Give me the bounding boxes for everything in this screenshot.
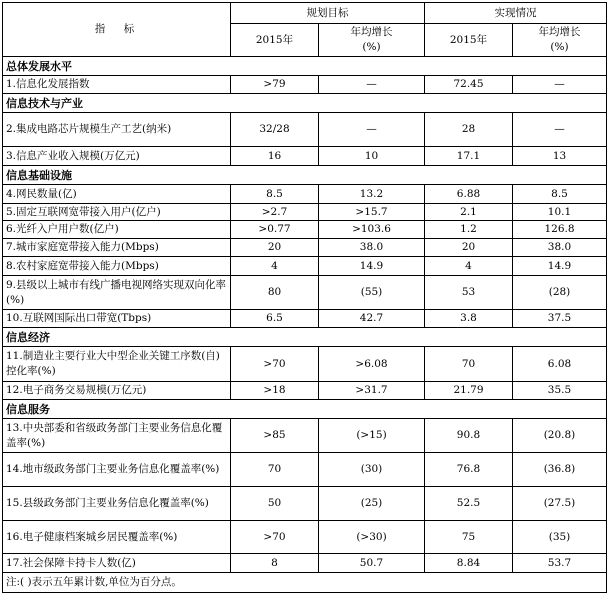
indicator-cell: 13.中央部委和省级政务部门主要业务信息化覆盖率(%) (3, 419, 231, 453)
indicator-cell: 3.信息产业收入规模(万亿元) (3, 147, 231, 166)
table-row (3, 113, 607, 147)
plan-2015-cell: >79 (231, 76, 319, 94)
table-row (3, 487, 607, 521)
plan-target-header: 规划目标 (231, 3, 425, 24)
table-row (3, 453, 607, 487)
actual-2015-cell: 52.5 (425, 487, 513, 521)
indicator-cell: 4.网民数量(亿) (3, 185, 231, 204)
actual-2015-cell: 21.79 (425, 382, 513, 400)
indicator-cell: 17.社会保障卡持卡人数(亿) (3, 554, 231, 573)
actual-2015-cell: 17.1 (425, 147, 513, 166)
plan-growth-cell: (>30) (319, 521, 425, 554)
actual-growth-cell: (28) (513, 276, 607, 310)
plan-growth-cell: 10 (319, 147, 425, 166)
plan-vs-actual-table (2, 2, 607, 593)
table-row (3, 276, 607, 310)
table-row (3, 382, 607, 400)
actual-growth-cell: (36.8) (513, 453, 607, 487)
plan-2015-cell: 20 (231, 239, 319, 257)
actual-growth-cell: (27.5) (513, 487, 607, 521)
plan-growth-cell: >103.6 (319, 221, 425, 239)
actual-growth-cell: 8.5 (513, 185, 607, 204)
indicator-cell: 1.信息化发展指数 (3, 76, 231, 94)
actual-2015-cell: 53 (425, 276, 513, 310)
actual-2015-cell: 72.45 (425, 76, 513, 94)
indicator-cell: 15.县级政务部门主要业务信息化覆盖率(%) (3, 487, 231, 521)
table-row (3, 310, 607, 328)
actual-growth-cell: 35.5 (513, 382, 607, 400)
actual-2015-header: 2015年 (425, 24, 513, 57)
table-row (3, 521, 607, 554)
indicator-cell: 7.城市家庭宽带接入能力(Mbps) (3, 239, 231, 257)
plan-2015-cell: >70 (231, 347, 319, 382)
actual-2015-cell: 4 (425, 257, 513, 276)
actual-2015-cell: 2.1 (425, 204, 513, 221)
section-row (3, 400, 607, 419)
plan-2015-cell: >85 (231, 419, 319, 453)
plan-growth-header (319, 24, 425, 57)
section-row (3, 94, 607, 113)
plan-growth-cell: (30) (319, 453, 425, 487)
section-title: 信息服务 (3, 400, 607, 419)
table-row (3, 147, 607, 166)
indicator-cell: 5.固定互联网宽带接入用户(亿户) (3, 204, 231, 221)
table-row (3, 257, 607, 276)
plan-2015-cell: >0.77 (231, 221, 319, 239)
table-row (3, 221, 607, 239)
actual-growth-cell: — (513, 113, 607, 147)
plan-growth-cell: 14.9 (319, 257, 425, 276)
plan-growth-header-line1: 年均增长 (350, 26, 393, 38)
plan-2015-cell: 80 (231, 276, 319, 310)
section-row (3, 57, 607, 76)
table-row (3, 347, 607, 382)
table-row (3, 76, 607, 94)
actual-2015-cell: 70 (425, 347, 513, 382)
indicator-cell: 2.集成电路芯片规模生产工艺(纳米) (3, 113, 231, 147)
plan-2015-header: 2015年 (231, 24, 319, 57)
actual-growth-cell: (20.8) (513, 419, 607, 453)
actual-2015-cell: 6.88 (425, 185, 513, 204)
indicator-cell: 12.电子商务交易规模(万亿元) (3, 382, 231, 400)
plan-2015-cell: 8.5 (231, 185, 319, 204)
table-row (3, 554, 607, 573)
actual-2015-cell: 8.84 (425, 554, 513, 573)
actual-growth-cell: — (513, 76, 607, 94)
table-row (3, 419, 607, 453)
section-title: 总体发展水平 (3, 57, 607, 76)
plan-growth-cell: 38.0 (319, 239, 425, 257)
actual-2015-cell: 75 (425, 521, 513, 554)
actual-growth-cell: 37.5 (513, 310, 607, 328)
actual-2015-cell: 28 (425, 113, 513, 147)
plan-growth-cell: 42.7 (319, 310, 425, 328)
actual-growth-header-line1: 年均增长 (538, 26, 581, 38)
plan-growth-cell: (55) (319, 276, 425, 310)
section-row (3, 328, 607, 347)
actual-2015-cell: 76.8 (425, 453, 513, 487)
plan-2015-cell: 32/28 (231, 113, 319, 147)
plan-2015-cell: >18 (231, 382, 319, 400)
actual-2015-cell: 1.2 (425, 221, 513, 239)
section-title: 信息基础设施 (3, 166, 607, 185)
indicator-cell: 8.农村家庭宽带接入能力(Mbps) (3, 257, 231, 276)
plan-growth-header-line2: (%) (362, 41, 381, 53)
actual-growth-cell: 10.1 (513, 204, 607, 221)
section-title: 信息技术与产业 (3, 94, 607, 113)
actual-growth-cell: 53.7 (513, 554, 607, 573)
plan-growth-cell: (>15) (319, 419, 425, 453)
actual-2015-cell: 20 (425, 239, 513, 257)
table-row (3, 239, 607, 257)
actual-2015-cell: 3.8 (425, 310, 513, 328)
indicator-cell: 16.电子健康档案城乡居民覆盖率(%) (3, 521, 231, 554)
actual-status-header: 实现情况 (425, 3, 607, 24)
indicator-cell: 14.地市级政务部门主要业务信息化覆盖率(%) (3, 453, 231, 487)
actual-growth-cell: 38.0 (513, 239, 607, 257)
plan-growth-cell: >6.08 (319, 347, 425, 382)
actual-growth-cell: 14.9 (513, 257, 607, 276)
actual-growth-header-line2: (%) (550, 41, 569, 53)
section-title: 信息经济 (3, 328, 607, 347)
plan-growth-cell: — (319, 113, 425, 147)
indicator-cell: 6.光纤入户用户数(亿户) (3, 221, 231, 239)
table-row (3, 204, 607, 221)
plan-2015-cell: 8 (231, 554, 319, 573)
indicator-header: 指 标 (3, 3, 231, 57)
plan-2015-cell: 50 (231, 487, 319, 521)
indicator-cell: 10.互联网国际出口带宽(Tbps) (3, 310, 231, 328)
plan-2015-cell: >2.7 (231, 204, 319, 221)
actual-growth-cell: 6.08 (513, 347, 607, 382)
plan-2015-cell: >70 (231, 521, 319, 554)
actual-growth-header (513, 24, 607, 57)
plan-growth-cell: — (319, 76, 425, 94)
plan-growth-cell: 50.7 (319, 554, 425, 573)
table-body (3, 57, 607, 573)
indicator-cell: 11.制造业主要行业大中型企业关键工序数(自)控化率(%) (3, 347, 231, 382)
section-row (3, 166, 607, 185)
plan-2015-cell: 16 (231, 147, 319, 166)
plan-growth-cell: >31.7 (319, 382, 425, 400)
plan-2015-cell: 4 (231, 257, 319, 276)
actual-growth-cell: 13 (513, 147, 607, 166)
plan-growth-cell: 13.2 (319, 185, 425, 204)
actual-growth-cell: 126.8 (513, 221, 607, 239)
plan-growth-cell: >15.7 (319, 204, 425, 221)
actual-2015-cell: 90.8 (425, 419, 513, 453)
table-note: 注:( )表示五年累计数,单位为百分点。 (3, 573, 607, 593)
plan-2015-cell: 6.5 (231, 310, 319, 328)
table-row (3, 185, 607, 204)
plan-2015-cell: 70 (231, 453, 319, 487)
actual-growth-cell: (35) (513, 521, 607, 554)
indicator-cell: 9.县级以上城市有线广播电视网络实现双向化率(%) (3, 276, 231, 310)
plan-growth-cell: (25) (319, 487, 425, 521)
